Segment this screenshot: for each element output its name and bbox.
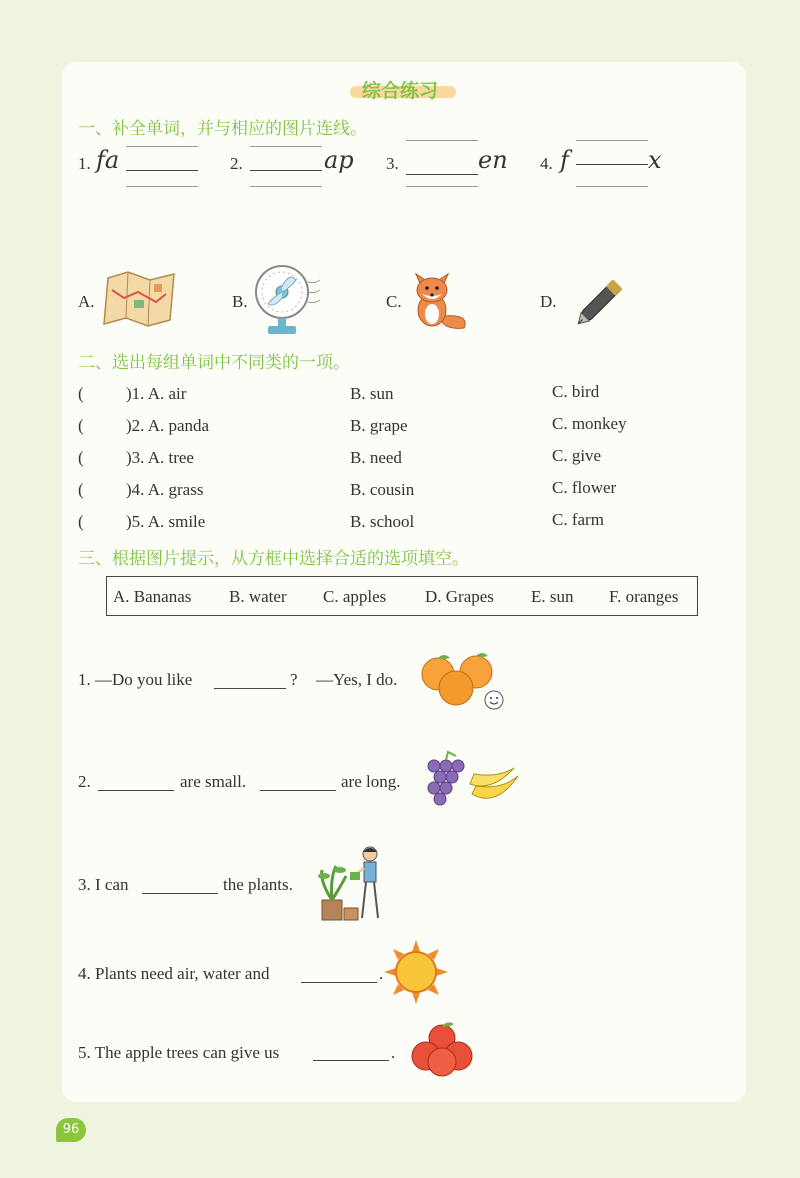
section1-item-2 [230, 154, 243, 174]
section2-heading: 二、选出每组单词中不同类的一项。 [78, 353, 350, 373]
word-box [106, 576, 698, 616]
q-option-a: )5. A. smile [126, 512, 206, 531]
sentence3-blank[interactable] [142, 893, 218, 894]
q-option-c: C. farm [552, 510, 604, 529]
q-option-a: )2. A. panda [126, 416, 210, 435]
grapes-bananas-icon [422, 750, 524, 810]
oranges-icon [416, 648, 508, 716]
word-option: A. Bananas [113, 587, 192, 606]
sentence-1 [78, 670, 192, 690]
pen-icon [568, 266, 638, 332]
fan-icon [250, 262, 324, 338]
word-option: D. Grapes [425, 587, 494, 606]
word-option: C. apples [323, 587, 387, 606]
guide-line [250, 186, 322, 187]
section1-item-1 [78, 154, 91, 174]
sentence-3 [78, 875, 129, 895]
q-option-b: B. need [350, 448, 402, 467]
item-number: 1. [78, 154, 91, 173]
item-number: 4. [540, 154, 553, 173]
q-option-c: C. give [552, 446, 602, 465]
section1-heading: 一、补全单词，并与相应的图片连线。 [78, 119, 367, 139]
item1-blank[interactable] [126, 170, 198, 171]
sentence1-blank[interactable] [214, 688, 286, 689]
picture-label-a: A. [78, 292, 95, 311]
sentence-text: 4. Plants need air, water and [78, 964, 270, 983]
section1-item-3 [386, 154, 399, 174]
sentence5-blank[interactable] [313, 1060, 389, 1061]
sentence-text: . [379, 964, 384, 983]
guide-line [406, 140, 478, 141]
sentence-text: the plants. [223, 875, 293, 894]
item-number: 2. [230, 154, 243, 173]
item4-prefix: f [560, 146, 569, 174]
item-number: 3. [386, 154, 399, 173]
item3-blank[interactable] [406, 174, 478, 175]
q-option-a: )1. A. air [126, 384, 187, 403]
picture-label-d: D. [540, 292, 557, 311]
picture-label-b: B. [232, 292, 248, 311]
sentence-text: are long. [341, 772, 401, 791]
page-title: 综合练习 [361, 80, 438, 102]
sentence4-blank[interactable] [301, 982, 377, 983]
fox-icon [404, 266, 470, 332]
sentence-text: are small. [180, 772, 247, 791]
paren: ( [78, 448, 84, 467]
word-option: E. sun [531, 587, 574, 606]
q-option-b: B. school [350, 512, 415, 531]
sentence-text: 3. I can [78, 875, 129, 894]
apples-icon [406, 1020, 480, 1078]
q-option-c: C. bird [552, 382, 600, 401]
sentence-4 [78, 964, 269, 984]
q-option-c: C. monkey [552, 414, 627, 433]
item4-suffix: x [648, 146, 662, 174]
sentence-text: 5. The apple trees can give us [78, 1043, 280, 1062]
guide-line [406, 186, 478, 187]
sentence-2 [78, 772, 91, 792]
paren: ( [78, 480, 84, 499]
item2-blank[interactable] [250, 170, 322, 171]
q-option-a: )3. A. tree [126, 448, 194, 467]
guide-line [126, 186, 198, 187]
sentence-text: . [391, 1043, 396, 1062]
sentence-text: 2. [78, 772, 91, 791]
guide-line [576, 186, 648, 187]
paren: ( [78, 512, 84, 531]
paren: ( [78, 384, 84, 403]
picture-label-c: C. [386, 292, 402, 311]
q-option-c: C. flower [552, 478, 617, 497]
q-option-b: B. grape [350, 416, 408, 435]
sentence2-blank-2[interactable] [260, 790, 336, 791]
guide-line [126, 146, 198, 147]
item4-blank[interactable] [576, 164, 648, 165]
item1-prefix: fa [96, 146, 120, 174]
q-option-b: B. cousin [350, 480, 415, 499]
section1-item-4 [540, 154, 553, 174]
word-option: B. water [229, 587, 287, 606]
guide-line [250, 146, 322, 147]
sentence2-blank-1[interactable] [98, 790, 174, 791]
map-icon [100, 270, 180, 330]
sentence-text: —Yes, I do. [316, 670, 398, 689]
q-option-b: B. sun [350, 384, 394, 403]
item3-suffix: en [478, 146, 508, 174]
boy-watering-plants-icon [316, 842, 392, 926]
section3-heading: 三、根据图片提示，从方框中选择合适的选项填空。 [78, 549, 469, 569]
item2-suffix: ap [324, 146, 354, 174]
sentence-5 [78, 1043, 279, 1063]
paren: ( [78, 416, 84, 435]
sentence-text: ? [290, 670, 298, 689]
q-option-a: )4. A. grass [126, 480, 204, 499]
page-number: 96 [56, 1118, 86, 1142]
sun-icon [384, 940, 448, 1004]
word-option: F. oranges [609, 587, 679, 606]
sentence-text: 1. —Do you like [78, 670, 193, 689]
guide-line [576, 140, 648, 141]
